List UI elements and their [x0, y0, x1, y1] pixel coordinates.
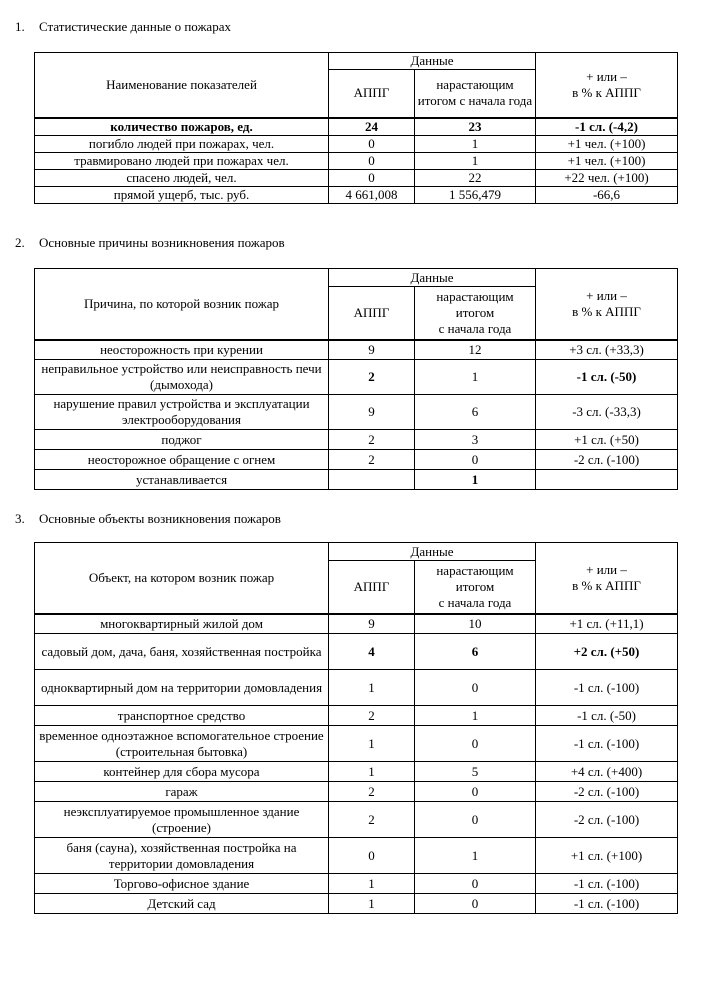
table-header-row — [35, 543, 678, 561]
cell-appg: 9 — [329, 340, 415, 360]
cell-change: +1 чел. (+100) — [536, 153, 678, 170]
table-row — [35, 614, 678, 634]
cell-name: количество пожаров, ед. — [35, 118, 329, 136]
section-title-text: Основные причины возникновения пожаров — [39, 235, 285, 250]
table-row — [35, 136, 678, 153]
cell-cumulative: 23 — [415, 118, 536, 136]
cell-cumulative: 0 — [415, 670, 536, 706]
cell-name: погибло людей при пожарах, чел. — [35, 136, 329, 153]
column-header-cumulative: нарастающим итогом с начала года — [415, 561, 536, 614]
column-header-change: + или – в % к АППГ — [536, 269, 678, 340]
cell-name: неосторожное обращение с огнем — [35, 450, 329, 470]
section-title-text: Основные объекты возникновения пожаров — [39, 511, 281, 526]
cell-cumulative: 3 — [415, 430, 536, 450]
cell-name: нарушение правил устройства и эксплуатации электрооборудования — [35, 395, 329, 430]
column-header-change: + или – в % к АППГ — [536, 543, 678, 614]
cell-name: неправильное устройство или неисправность печи (дымохода) — [35, 360, 329, 395]
table-row — [35, 153, 678, 170]
cell-appg: 2 — [329, 360, 415, 395]
cell-name: Детский сад — [35, 894, 329, 914]
column-header-appg: АППГ — [329, 287, 415, 340]
section-number: 2. — [15, 235, 25, 250]
cell-cumulative: 10 — [415, 614, 536, 634]
cell-appg: 9 — [329, 395, 415, 430]
cell-change: +1 сл. (+50) — [536, 430, 678, 450]
cell-cumulative: 0 — [415, 726, 536, 762]
cell-change: +3 сл. (+33,3) — [536, 340, 678, 360]
cell-change: +1 сл. (+11,1) — [536, 614, 678, 634]
cell-appg: 1 — [329, 726, 415, 762]
cell-change: +22 чел. (+100) — [536, 170, 678, 187]
cell-cumulative: 1 — [415, 153, 536, 170]
column-header-name: Наименование показателей — [35, 53, 329, 118]
cell-name: контейнер для сбора мусора — [35, 762, 329, 782]
cell-cumulative: 1 556,479 — [415, 187, 536, 204]
table-row — [35, 634, 678, 670]
cell-appg: 2 — [329, 430, 415, 450]
cell-change: -2 сл. (-100) — [536, 450, 678, 470]
cell-cumulative: 6 — [415, 634, 536, 670]
cell-change: -1 сл. (-100) — [536, 670, 678, 706]
cell-name: поджог — [35, 430, 329, 450]
cell-cumulative: 1 — [415, 360, 536, 395]
cell-name: неосторожность при курении — [35, 340, 329, 360]
column-header-appg: АППГ — [329, 70, 415, 118]
cell-cumulative: 1 — [415, 706, 536, 726]
cell-name: транспортное средство — [35, 706, 329, 726]
cell-cumulative: 0 — [415, 782, 536, 802]
section-title — [15, 19, 231, 35]
cell-cumulative: 0 — [415, 802, 536, 838]
cell-change: +1 чел. (+100) — [536, 136, 678, 153]
table-row — [35, 838, 678, 874]
table-row — [35, 802, 678, 838]
table-row — [35, 894, 678, 914]
cell-appg: 4 661,008 — [329, 187, 415, 204]
fire-objects-table — [34, 542, 678, 914]
cell-appg: 1 — [329, 762, 415, 782]
cell-change: -2 сл. (-100) — [536, 802, 678, 838]
section-number: 3. — [15, 511, 25, 526]
cell-cumulative: 5 — [415, 762, 536, 782]
section-title — [15, 511, 281, 527]
column-header-name: Причина, по которой возник пожар — [35, 269, 329, 340]
cell-cumulative: 0 — [415, 450, 536, 470]
column-group-header: Данные — [329, 53, 536, 70]
cell-appg: 2 — [329, 802, 415, 838]
cell-appg: 4 — [329, 634, 415, 670]
table-row — [35, 395, 678, 430]
cell-name: одноквартирный дом на территории домовладения — [35, 670, 329, 706]
table-header-row — [35, 269, 678, 287]
cell-name: гараж — [35, 782, 329, 802]
cell-cumulative: 12 — [415, 340, 536, 360]
column-header-name: Объект, на котором возник пожар — [35, 543, 329, 614]
cell-cumulative: 6 — [415, 395, 536, 430]
cell-change — [536, 470, 678, 490]
cell-change: -66,6 — [536, 187, 678, 204]
cell-change: -1 сл. (-50) — [536, 360, 678, 395]
cell-change: -1 сл. (-50) — [536, 706, 678, 726]
cell-name: временное одноэтажное вспомогательное строение (строительная бытовка) — [35, 726, 329, 762]
table-row — [35, 726, 678, 762]
cell-name: травмировано людей при пожарах чел. — [35, 153, 329, 170]
cell-appg: 1 — [329, 894, 415, 914]
cell-cumulative: 1 — [415, 136, 536, 153]
cell-cumulative: 0 — [415, 874, 536, 894]
table-header-row — [35, 53, 678, 70]
cell-change: +4 сл. (+400) — [536, 762, 678, 782]
column-group-header: Данные — [329, 543, 536, 561]
fire-causes-table — [34, 268, 678, 490]
cell-cumulative: 22 — [415, 170, 536, 187]
column-header-cumulative: нарастающим итогом с начала года — [415, 70, 536, 118]
column-header-cumulative: нарастающим итогом с начала года — [415, 287, 536, 340]
cell-name: садовый дом, дача, баня, хозяйственная постройка — [35, 634, 329, 670]
cell-appg: 24 — [329, 118, 415, 136]
table-row — [35, 118, 678, 136]
cell-appg: 1 — [329, 874, 415, 894]
section-title — [15, 235, 285, 251]
cell-cumulative: 1 — [415, 838, 536, 874]
table-row — [35, 762, 678, 782]
table-row — [35, 170, 678, 187]
column-group-header: Данные — [329, 269, 536, 287]
table-row — [35, 670, 678, 706]
cell-name: прямой ущерб, тыс. руб. — [35, 187, 329, 204]
cell-appg — [329, 470, 415, 490]
column-header-appg: АППГ — [329, 561, 415, 614]
cell-appg: 9 — [329, 614, 415, 634]
cell-name: спасено людей, чел. — [35, 170, 329, 187]
cell-appg: 1 — [329, 670, 415, 706]
column-header-change: + или – в % к АППГ — [536, 53, 678, 118]
cell-name: неэксплуатируемое промышленное здание (строение) — [35, 802, 329, 838]
fire-statistics-table — [34, 52, 678, 204]
cell-appg: 0 — [329, 153, 415, 170]
cell-name: Торгово-офисное здание — [35, 874, 329, 894]
table-row — [35, 874, 678, 894]
cell-change: -1 сл. (-100) — [536, 894, 678, 914]
cell-change: -2 сл. (-100) — [536, 782, 678, 802]
cell-change: -1 сл. (-100) — [536, 874, 678, 894]
cell-change: -1 сл. (-4,2) — [536, 118, 678, 136]
cell-appg: 2 — [329, 782, 415, 802]
cell-name: баня (сауна), хозяйственная постройка на территории домовладения — [35, 838, 329, 874]
cell-name: устанавливается — [35, 470, 329, 490]
table-row — [35, 450, 678, 470]
section-number: 1. — [15, 19, 25, 34]
table-row — [35, 470, 678, 490]
cell-change: -1 сл. (-100) — [536, 726, 678, 762]
table-row — [35, 782, 678, 802]
cell-change: -3 сл. (-33,3) — [536, 395, 678, 430]
cell-change: +2 сл. (+50) — [536, 634, 678, 670]
table-row — [35, 360, 678, 395]
cell-appg: 0 — [329, 838, 415, 874]
table-row — [35, 187, 678, 204]
cell-appg: 0 — [329, 136, 415, 153]
section-title-text: Статистические данные о пожарах — [39, 19, 231, 34]
table-row — [35, 706, 678, 726]
cell-appg: 2 — [329, 706, 415, 726]
cell-cumulative: 1 — [415, 470, 536, 490]
cell-cumulative: 0 — [415, 894, 536, 914]
cell-name: многоквартирный жилой дом — [35, 614, 329, 634]
cell-change: +1 сл. (+100) — [536, 838, 678, 874]
cell-appg: 2 — [329, 450, 415, 470]
table-row — [35, 340, 678, 360]
cell-appg: 0 — [329, 170, 415, 187]
table-row — [35, 430, 678, 450]
